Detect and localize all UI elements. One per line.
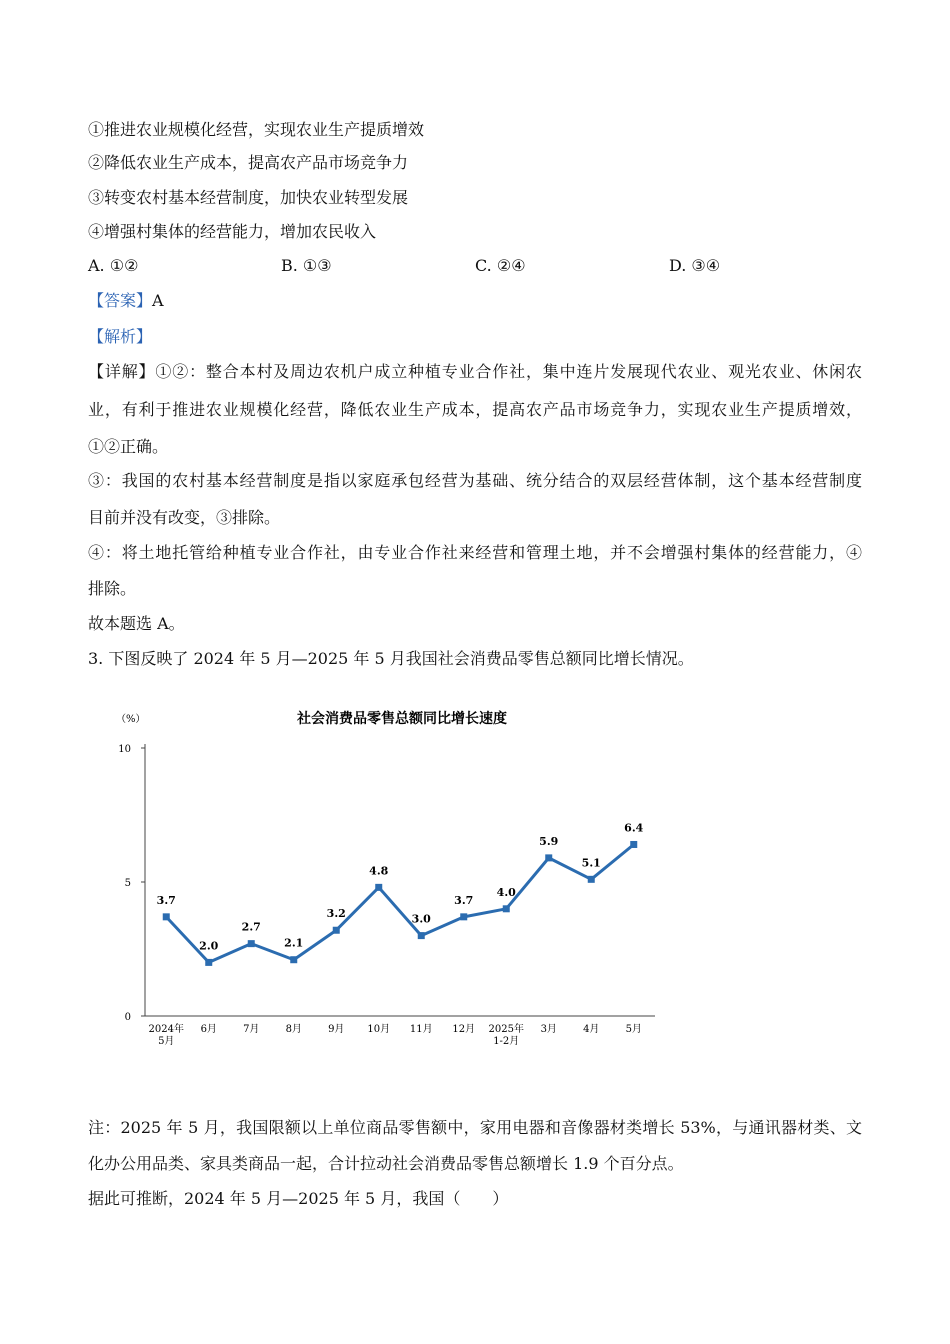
answer-line [88, 291, 164, 311]
data-labels [157, 821, 644, 952]
y-axis-unit: （%） [116, 714, 146, 725]
data-point [460, 913, 467, 920]
x-tick-label-part: 7月 [243, 1024, 260, 1035]
answer-label: 【答案】 [88, 291, 153, 310]
analysis-label: 【解析】 [88, 327, 153, 346]
x-tick-label [328, 1023, 344, 1035]
detail-line-8: 故本题选 A。 [88, 614, 185, 633]
data-label: 2.7 [241, 920, 261, 934]
data-label: 3.7 [156, 893, 176, 907]
data-point [375, 884, 382, 891]
x-tick-labels [149, 1022, 642, 1047]
x-tick-label-part: 2024年 [148, 1024, 184, 1035]
choice-c: C. ②④ [475, 256, 526, 275]
x-tick-label [452, 1023, 475, 1035]
data-point [630, 841, 637, 848]
detail-line-1 [88, 362, 862, 382]
choice-a: A. ①② [88, 256, 139, 275]
detail-line-6: ④：将土地托管给种植专业合作社，由专业合作社来经营和管理土地，并不会增强村集体的经营能力，④ [88, 543, 862, 562]
data-label: 5.9 [539, 834, 559, 848]
data-point [248, 940, 255, 947]
x-tick-label [626, 1023, 642, 1035]
x-tick-label-part: 5月 [158, 1036, 175, 1047]
data-label: 4.8 [369, 864, 389, 878]
statement-3: ③转变农村基本经营制度，加快农业转型发展 [88, 188, 409, 207]
x-tick-label [201, 1023, 217, 1035]
retail-growth-chart [100, 700, 680, 1060]
data-label: 3.7 [454, 893, 474, 907]
statement-1: ①推进农业规模化经营，实现农业生产提质增效 [88, 120, 425, 139]
x-tick-label-part: 6月 [200, 1024, 217, 1035]
detail-line-3: ①②正确。 [88, 437, 169, 456]
detail-line-2: 业，有利于推进农业规模化经营，降低农业生产成本，提高农产品市场竞争力，实现农业生产提质增效， [88, 400, 862, 419]
x-tick-label-part: 5月 [625, 1024, 642, 1035]
x-tick-label [410, 1023, 433, 1035]
x-tick-label-part: 2025年 [488, 1024, 524, 1035]
x-tick-label [286, 1023, 302, 1035]
data-label: 4.0 [496, 885, 516, 899]
data-label: 3.2 [326, 907, 346, 921]
data-point [205, 959, 212, 966]
x-tick-label-part: 11月 [409, 1024, 433, 1035]
note-line-1: 注：2025 年 5 月，我国限额以上单位商品零售额中，家用电器和音像器材类增长 53%，与通讯器材类、文 [88, 1118, 862, 1137]
statement-4: ④增强村集体的经营能力，增加农民收入 [88, 222, 377, 241]
x-tick-label-part: 12月 [452, 1024, 476, 1035]
question-stem: 据此可推断，2024 年 5 月—2025 年 5 月，我国（ ） [88, 1189, 509, 1208]
answer-value: A [152, 291, 164, 310]
choice-d: D. ③④ [669, 256, 721, 275]
x-tick-label-part: 3月 [540, 1024, 557, 1035]
x-tick-label [583, 1023, 599, 1035]
x-tick-label-part: 1-2月 [493, 1036, 520, 1047]
choice-b: B. ①③ [281, 256, 332, 275]
chart-title: 社会消费品零售总额同比增长速度 [297, 711, 507, 727]
data-point [333, 927, 340, 934]
x-tick-label [243, 1023, 259, 1035]
detail-text-1: ①②：整合本村及周边农机户成立种植专业合作社，集中连片发展现代农业、观光农业、休闲农 [155, 362, 862, 381]
data-label: 2.0 [199, 939, 219, 953]
detail-line-4: ③：我国的农村基本经营制度是指以家庭承包经营为基础、统分结合的双层经营体制，这个基本经营制度 [88, 471, 862, 490]
x-tick-label [541, 1023, 557, 1035]
x-tick-label [149, 1022, 184, 1047]
data-point [418, 932, 425, 939]
y-tick-label: 0 [124, 1012, 131, 1023]
y-tick-label: 10 [118, 744, 131, 755]
data-points [163, 841, 638, 966]
statement-2: ②降低农业生产成本，提高农产品市场竞争力 [88, 153, 409, 172]
x-tick-label [367, 1023, 390, 1035]
detail-line-5: 目前并没有改变，③排除。 [88, 508, 281, 527]
x-tick-label-part: 4月 [583, 1024, 600, 1035]
data-point [163, 913, 170, 920]
data-point [290, 956, 297, 963]
question-3: 3. 下图反映了 2024 年 5 月—2025 年 5 月我国社会消费品零售总额同比增长情况。 [88, 649, 694, 668]
y-tick-labels [118, 744, 131, 1023]
chart-axes [141, 744, 655, 1016]
x-tick-label-part: 10月 [367, 1024, 391, 1035]
detail-line-7: 排除。 [88, 579, 137, 598]
x-tick-label [489, 1022, 524, 1047]
data-label: 5.1 [581, 856, 601, 870]
x-tick-label-part: 8月 [285, 1024, 302, 1035]
data-point [588, 876, 595, 883]
data-label: 3.0 [411, 912, 431, 926]
detail-label: 【详解】 [88, 362, 156, 381]
note-line-2: 化办公用品类、家具类商品一起，合计拉动社会消费品零售总额增长 1.9 个百分点。 [88, 1154, 684, 1173]
data-label: 6.4 [624, 821, 644, 835]
data-point [545, 854, 552, 861]
series-line [166, 844, 634, 962]
x-tick-label-part: 9月 [328, 1024, 345, 1035]
y-tick-label: 5 [124, 878, 131, 889]
data-label: 2.1 [284, 936, 304, 950]
data-point [503, 905, 510, 912]
